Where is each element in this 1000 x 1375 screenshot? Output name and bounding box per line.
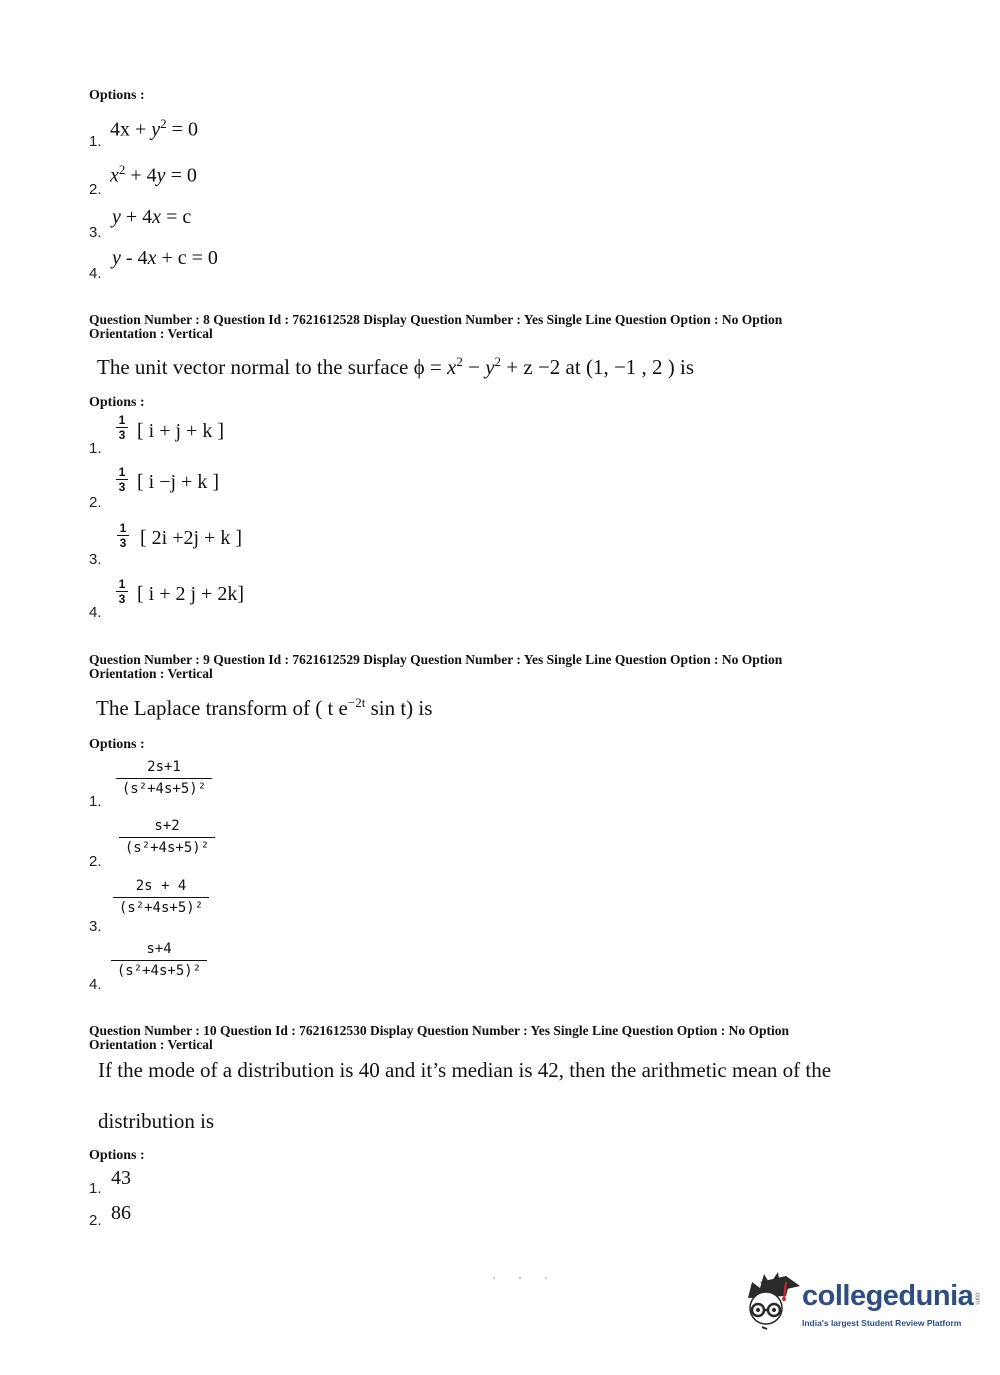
option-number: 1. xyxy=(89,1180,102,1197)
fraction: 1 3 xyxy=(116,466,128,493)
options-label: Options : xyxy=(89,737,145,752)
option-vector: [ 2i +2j + k ] xyxy=(140,527,242,549)
question-text: The Laplace transform of ( t $e^{-2t}$ sin t) is xyxy=(96,695,433,720)
fraction: 1 3 xyxy=(116,414,128,441)
options-label: Options : xyxy=(89,395,145,410)
option-number: 2. xyxy=(89,1212,102,1229)
fraction: 1 3 xyxy=(117,522,129,549)
brand-tagline: India's largest Student Review Platform xyxy=(802,1318,962,1328)
option-value: 43 xyxy=(111,1167,131,1189)
option-number: 4. xyxy=(89,265,102,282)
option-number: 4. xyxy=(89,604,102,621)
fraction: 2s+1 (s²+4s+5)² xyxy=(116,759,212,798)
question-meta: Question Number : 10 Question Id : 7621612530 Display Question Number : Yes Single Line Question Option : No Option Orientation : Vertical xyxy=(89,1023,789,1052)
options-label: Options : xyxy=(89,1148,145,1163)
fraction: s+4 (s²+4s+5)² xyxy=(111,941,207,980)
option-vector: [ i + 2 j + 2k] xyxy=(137,583,244,605)
mascot-icon xyxy=(740,1268,802,1338)
option-expression: y + 4x = c xyxy=(112,206,192,228)
option-value: 86 xyxy=(111,1202,131,1224)
option-number: 1. xyxy=(89,440,102,457)
question-text-continued: distribution is xyxy=(98,1109,215,1133)
question-meta: Question Number : 8 Question Id : 7621612528 Display Question Number : Yes Single Line Question Option : No Option Orientation : Vertical xyxy=(89,312,783,341)
option-number: 2. xyxy=(89,494,102,511)
brand-name: collegedunia.com xyxy=(802,1280,981,1312)
question-meta: Question Number : 9 Question Id : 7621612529 Display Question Number : Yes Single Line Question Option : No Option Orientation : Vertical xyxy=(89,652,783,681)
option-vector: [ i −j + k ] xyxy=(137,471,219,493)
options-label: Options : xyxy=(89,88,145,103)
option-expression: y - 4x + c = 0 xyxy=(112,247,218,269)
option-vector: [ i + j + k ] xyxy=(137,420,224,442)
scan-dots xyxy=(493,1266,548,1267)
question-text: The unit vector normal to the surface $\phi = x^2 - y^2 + z -2$ at (1, −1 , 2 ) is xyxy=(97,354,695,379)
option-number: 2. xyxy=(89,181,102,198)
option-expression: $4x + y^2 = 0$ xyxy=(110,116,198,141)
fraction: 1 3 xyxy=(116,578,128,605)
option-number: 2. xyxy=(89,853,102,870)
option-number: 3. xyxy=(89,224,102,241)
option-number: 1. xyxy=(89,793,102,810)
option-expression: $x^2 + 4y = 0$ xyxy=(110,162,197,187)
fraction: s+2 (s²+4s+5)² xyxy=(119,818,215,857)
option-number: 3. xyxy=(89,918,102,935)
option-number: 4. xyxy=(89,976,102,993)
option-number: 1. xyxy=(89,133,102,150)
question-text: If the mode of a distribution is 40 and it’s median is 42, then the arithmetic mean of the xyxy=(98,1058,832,1082)
collegedunia-logo xyxy=(740,1268,981,1338)
option-number: 3. xyxy=(89,551,102,568)
fraction: 2s + 4 (s²+4s+5)² xyxy=(113,878,209,917)
